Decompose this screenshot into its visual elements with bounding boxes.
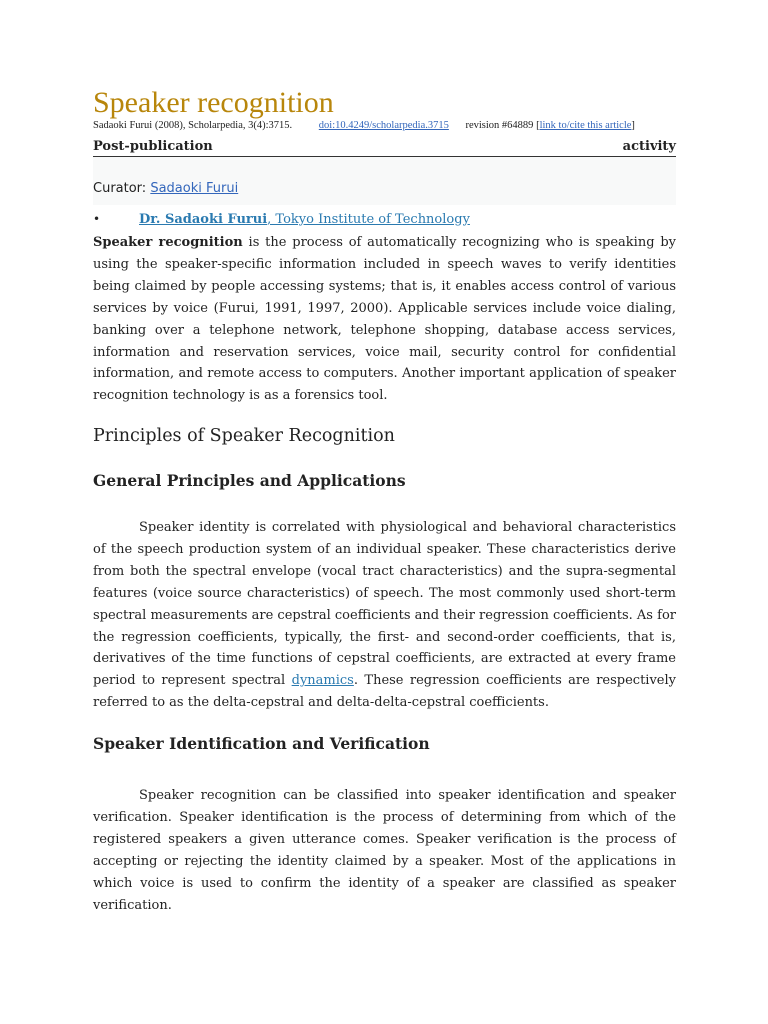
intro-paragraph — [93, 232, 676, 407]
curator-line — [93, 181, 238, 196]
citation-line — [93, 120, 676, 131]
subsection-heading-identification: Speaker Identification and Verification — [93, 734, 430, 753]
post-publication-bar — [93, 139, 676, 157]
subsection-heading-general: General Principles and Applications — [93, 471, 406, 490]
general-text-before: Speaker identity is correlated with physiological and behavioral characteristics of the speech production system of an individual speaker. These characteristics derive from both the spectral envelope (vocal tract characteristics) and the supra-segmental features (voice source characteristics) of speech. The most commonly used short-term spectral measurements are cepstral coefficients and their regression coefficients. As for the regression coefficients, typically, the first- and second-order coefficients, that is, derivatives of the time functions of cepstral coefficients, are extracted at every frame period to represent spectral — [93, 520, 676, 689]
post-publication-label: Post-publication — [93, 139, 213, 154]
citation-text: Sadaoki Furui (2008), Scholarpedia, 3(4):3715. — [93, 120, 293, 131]
identification-paragraph: Speaker recognition can be classified into speaker identification and speaker verification. Speaker identification is the process of determining from which of the registered speakers a given utterance comes. Speaker verification is the process of accepting or rejecting the identity claimed by a speaker. Most of the applications in which voice is used to confirm the identity of a speaker are classified as speaker verification. — [93, 788, 676, 913]
intro-text: is the process of automatically recognizing who is speaking by using the speaker-specific information included in speech waves to verify identities being claimed by people accessing systems; that is, it enables access control of various services by voice (Furui, 1991, 1997, 2000). Applicable services include voice dialing, banking over a telephone network, telephone shopping, database access services, information and reservation services, voice mail, security control for confidential information, and remote access to computers. Another important application of speaker recognition technology is as a forensics tool. — [93, 235, 676, 404]
doi-link[interactable]: doi:10.4249/scholarpedia.3715 — [318, 120, 449, 131]
revision-text: revision #64889 — [465, 120, 534, 131]
author-name: Dr. Sadaoki Furui — [139, 212, 268, 227]
author-affiliation: , Tokyo Institute of Technology — [267, 212, 470, 227]
bracket-close: ] — [631, 120, 635, 131]
bracket-open: [ — [536, 120, 540, 131]
bullet-icon: • — [93, 212, 101, 226]
activity-label: activity — [622, 139, 676, 154]
general-principles-paragraph — [93, 517, 676, 714]
section-heading: Principles of Speaker Recognition — [93, 426, 395, 446]
general-text-after: . These regression coefficients are respectively referred to as the delta-cepstral and delta-delta-cepstral coefficients. — [93, 673, 677, 711]
curator-label: Curator: — [93, 181, 147, 196]
curator-link[interactable]: Sadaoki Furui — [150, 181, 239, 196]
article-title: Speaker recognition — [93, 86, 334, 119]
dynamics-link[interactable]: dynamics — [291, 673, 354, 689]
author-link[interactable] — [139, 212, 470, 227]
cite-article-link[interactable]: link to/cite this article — [539, 120, 632, 131]
intro-term: Speaker recognition — [93, 235, 243, 250]
